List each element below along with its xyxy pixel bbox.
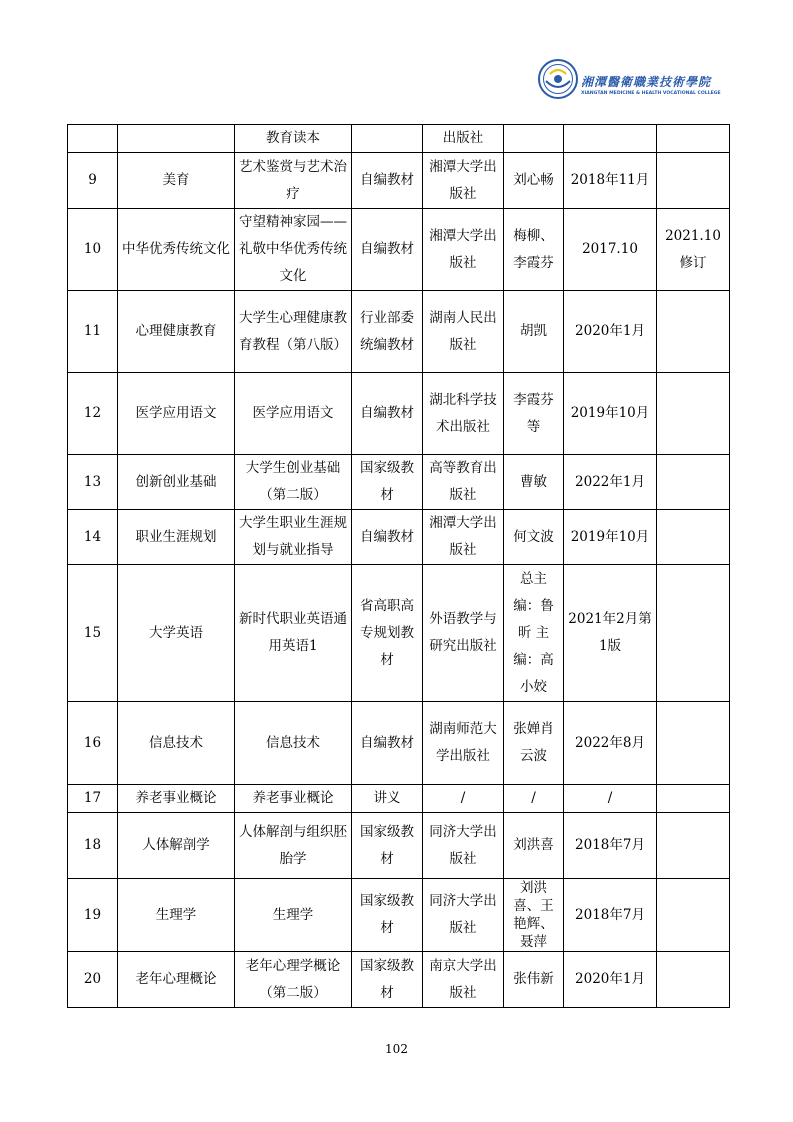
table-row (68, 291, 730, 373)
note-cell (657, 879, 730, 952)
textbook-cell: 医学应用语文 (235, 373, 352, 455)
author-cell: 总主编：鲁昕 主编：高小姣 (504, 565, 564, 702)
author-cell: 刘心畅 (504, 153, 564, 209)
textbook-type-cell: 讲义 (352, 785, 423, 813)
row-number-cell: 10 (68, 209, 118, 291)
author-cell: 曹敏 (504, 455, 564, 510)
textbook-cell: 守望精神家园——礼敬中华优秀传统文化 (235, 209, 352, 291)
publisher-cell: 湘潭大学出版社 (423, 510, 504, 565)
table-row (68, 373, 730, 455)
table-row (68, 153, 730, 209)
course-cell: 信息技术 (118, 702, 235, 785)
textbook-cell: 老年心理学概论（第二版） (235, 952, 352, 1008)
note-cell (657, 952, 730, 1008)
author-cell: / (504, 785, 564, 813)
table-row (68, 813, 730, 879)
course-cell: 生理学 (118, 879, 235, 952)
row-number-cell: 17 (68, 785, 118, 813)
textbook-cell: 大学生心理健康教育教程（第八版） (235, 291, 352, 373)
course-cell (118, 125, 235, 153)
publisher-cell: 南京大学出版社 (423, 952, 504, 1008)
textbook-cell: 养老事业概论 (235, 785, 352, 813)
publisher-cell: / (423, 785, 504, 813)
row-number-cell: 9 (68, 153, 118, 209)
publisher-cell: 外语教学与研究出版社 (423, 565, 504, 702)
row-number-cell: 14 (68, 510, 118, 565)
course-cell: 养老事业概论 (118, 785, 235, 813)
note-cell (657, 813, 730, 879)
note-cell (657, 153, 730, 209)
college-logo (537, 58, 752, 114)
textbook-cell: 教育读本 (235, 125, 352, 153)
course-cell: 职业生涯规划 (118, 510, 235, 565)
note-cell (657, 373, 730, 455)
date-cell: 2022年1月 (564, 455, 657, 510)
date-cell: 2020年1月 (564, 291, 657, 373)
publisher-cell: 湘潭大学出版社 (423, 153, 504, 209)
date-cell: 2021年2月第1版 (564, 565, 657, 702)
author-cell: 刘洪喜 (504, 813, 564, 879)
author-cell: 刘洪喜、王艳辉、聂萍 (504, 879, 564, 952)
author-cell: 何文波 (504, 510, 564, 565)
date-cell: / (564, 785, 657, 813)
row-number-cell (68, 125, 118, 153)
table-row (68, 455, 730, 510)
row-number-cell: 13 (68, 455, 118, 510)
date-cell: 2018年11月 (564, 153, 657, 209)
publisher-cell: 同济大学出版社 (423, 813, 504, 879)
course-cell: 人体解剖学 (118, 813, 235, 879)
note-cell: 2021.10修订 (657, 209, 730, 291)
textbook-cell: 艺术鉴赏与艺术治疗 (235, 153, 352, 209)
course-cell: 创新创业基础 (118, 455, 235, 510)
date-cell: 2019年10月 (564, 510, 657, 565)
table-row (68, 879, 730, 952)
textbook-type-cell: 行业部委统编教材 (352, 291, 423, 373)
date-cell: 2022年8月 (564, 702, 657, 785)
logo-english-name: XIANGTAN MEDICINE & HEALTH VOCATIONAL COLLEGE (581, 91, 721, 96)
textbook-type-cell: 国家级教材 (352, 879, 423, 952)
textbook-type-cell: 省高职高专规划教材 (352, 565, 423, 702)
row-number-cell: 16 (68, 702, 118, 785)
row-number-cell: 18 (68, 813, 118, 879)
publisher-cell: 湖南师范大学出版社 (423, 702, 504, 785)
table-row (68, 125, 730, 153)
publisher-cell: 湘潭大学出版社 (423, 209, 504, 291)
note-cell (657, 702, 730, 785)
textbook-cell: 信息技术 (235, 702, 352, 785)
author-cell: 李霞芬等 (504, 373, 564, 455)
course-cell: 中华优秀传统文化 (118, 209, 235, 291)
textbook-type-cell: 自编教材 (352, 209, 423, 291)
textbook-type-cell: 自编教材 (352, 373, 423, 455)
page-number: 102 (385, 1042, 408, 1056)
date-cell: 2019年10月 (564, 373, 657, 455)
course-cell: 美育 (118, 153, 235, 209)
textbook-type-cell: 自编教材 (352, 153, 423, 209)
textbook-cell: 人体解剖与组织胚胎学 (235, 813, 352, 879)
table-row (68, 702, 730, 785)
textbook-type-cell (352, 125, 423, 153)
course-cell: 心理健康教育 (118, 291, 235, 373)
textbook-type-cell: 国家级教材 (352, 952, 423, 1008)
publisher-cell: 高等教育出版社 (423, 455, 504, 510)
date-cell: 2017.10 (564, 209, 657, 291)
row-number-cell: 20 (68, 952, 118, 1008)
table-row (68, 565, 730, 702)
table-row (68, 952, 730, 1008)
publisher-cell: 出版社 (423, 125, 504, 153)
row-number-cell: 11 (68, 291, 118, 373)
textbook-cell: 大学生职业生涯规划与就业指导 (235, 510, 352, 565)
author-cell: 张婵肖云波 (504, 702, 564, 785)
textbook-type-cell: 自编教材 (352, 510, 423, 565)
textbook-cell: 新时代职业英语通用英语1 (235, 565, 352, 702)
table-row (68, 209, 730, 291)
date-cell: 2018年7月 (564, 813, 657, 879)
date-cell (564, 125, 657, 153)
note-cell (657, 291, 730, 373)
author-cell: 梅柳、李霞芬 (504, 209, 564, 291)
date-cell: 2020年1月 (564, 952, 657, 1008)
author-cell (504, 125, 564, 153)
note-cell (657, 125, 730, 153)
table-row (68, 510, 730, 565)
note-cell (657, 785, 730, 813)
table-row (68, 785, 730, 813)
textbook-cell: 生理学 (235, 879, 352, 952)
textbook-type-cell: 国家级教材 (352, 455, 423, 510)
course-cell: 医学应用语文 (118, 373, 235, 455)
note-cell (657, 510, 730, 565)
row-number-cell: 12 (68, 373, 118, 455)
author-cell: 张伟新 (504, 952, 564, 1008)
author-cell: 胡凯 (504, 291, 564, 373)
college-emblem-icon (537, 58, 579, 100)
publisher-cell: 湖北科学技术出版社 (423, 373, 504, 455)
course-cell: 老年心理概论 (118, 952, 235, 1008)
date-cell: 2018年7月 (564, 879, 657, 952)
course-cell: 大学英语 (118, 565, 235, 702)
textbook-type-cell: 国家级教材 (352, 813, 423, 879)
note-cell (657, 565, 730, 702)
row-number-cell: 15 (68, 565, 118, 702)
publisher-cell: 同济大学出版社 (423, 879, 504, 952)
textbook-table (67, 124, 730, 1008)
logo-name: 湘潭醫衛職業技術學院 (581, 75, 712, 89)
textbook-cell: 大学生创业基础（第二版） (235, 455, 352, 510)
row-number-cell: 19 (68, 879, 118, 952)
note-cell (657, 455, 730, 510)
publisher-cell: 湖南人民出版社 (423, 291, 504, 373)
textbook-type-cell: 自编教材 (352, 702, 423, 785)
